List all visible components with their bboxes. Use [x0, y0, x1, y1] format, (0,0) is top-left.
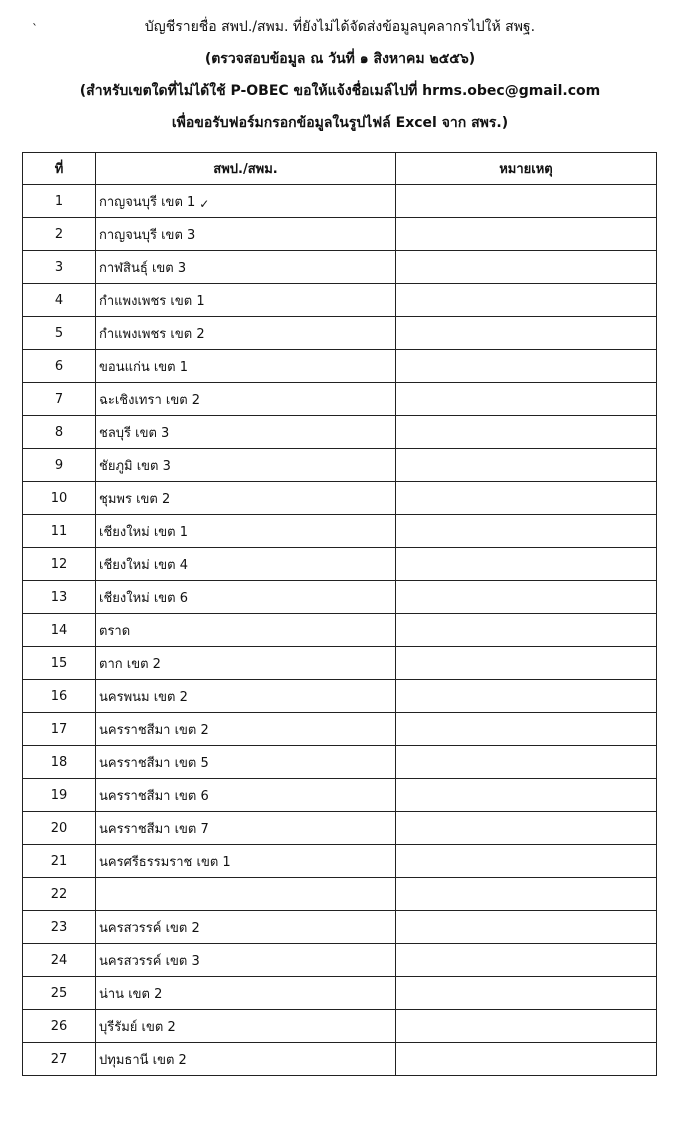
table-row	[23, 185, 657, 218]
area-name: กำแพงเพชร เขต 2	[99, 326, 205, 342]
area-name-cell	[96, 185, 396, 218]
table-row	[23, 284, 657, 317]
remark-cell	[396, 746, 657, 779]
area-name: ชุมพร เขต 2	[99, 491, 171, 507]
remark-cell	[396, 977, 657, 1010]
row-number: 17	[23, 713, 96, 746]
area-name: ปทุมธานี เขต 2	[99, 1052, 187, 1068]
area-name-cell	[96, 515, 396, 548]
row-number: 13	[23, 581, 96, 614]
area-name-cell	[96, 977, 396, 1010]
area-name-cell	[96, 317, 396, 350]
remark-cell	[396, 185, 657, 218]
area-name-cell	[96, 680, 396, 713]
remark-cell	[396, 911, 657, 944]
table-row	[23, 845, 657, 878]
row-number: 20	[23, 812, 96, 845]
remark-cell	[396, 878, 657, 911]
area-name-cell	[96, 878, 396, 911]
header-note: หมายเหตุ	[396, 153, 657, 185]
remark-cell	[396, 284, 657, 317]
row-number: 12	[23, 548, 96, 581]
remark-cell	[396, 383, 657, 416]
remark-cell	[396, 218, 657, 251]
table-row	[23, 977, 657, 1010]
area-name: นครราชสีมา เขต 5	[99, 755, 209, 771]
remark-cell	[396, 845, 657, 878]
row-number: 10	[23, 482, 96, 515]
remark-cell	[396, 812, 657, 845]
area-name: นครราชสีมา เขต 6	[99, 788, 209, 804]
area-name: ตราด	[99, 623, 131, 639]
table-row	[23, 218, 657, 251]
remark-cell	[396, 350, 657, 383]
area-name-cell	[96, 845, 396, 878]
remark-cell	[396, 548, 657, 581]
area-name: กำแพงเพชร เขต 1	[99, 293, 205, 309]
remark-cell	[396, 317, 657, 350]
area-name-cell	[96, 779, 396, 812]
area-name-cell	[96, 911, 396, 944]
table-header-row	[23, 153, 657, 185]
row-number: 3	[23, 251, 96, 284]
header-no: ที่	[23, 153, 96, 185]
table-row	[23, 713, 657, 746]
area-name-cell	[96, 383, 396, 416]
area-name: นครราชสีมา เขต 7	[99, 821, 209, 837]
row-number: 14	[23, 614, 96, 647]
table-row	[23, 812, 657, 845]
table-row	[23, 515, 657, 548]
table-row	[23, 581, 657, 614]
check-date: (ตรวจสอบข้อมูล ณ วันที่ ๑ สิงหาคม ๒๕๕๖)	[204, 51, 476, 67]
area-name: กาญจนบุรี เขต 3	[99, 227, 196, 243]
remark-cell	[396, 482, 657, 515]
table-body	[23, 185, 657, 1076]
row-number: 2	[23, 218, 96, 251]
area-name-cell	[96, 548, 396, 581]
document-title: บัญชีรายชื่อ สพป./สพม. ที่ยังไม่ได้จัดส่งข้อมูลบุคลากรไปให้ สพฐ.	[144, 19, 536, 35]
area-name: นครสวรรค์ เขต 2	[99, 920, 200, 936]
table-row	[23, 878, 657, 911]
table-row	[23, 1043, 657, 1076]
row-number: 8	[23, 416, 96, 449]
instruction-line-2: เพื่อขอรับฟอร์มกรอกข้อมูลในรูปไฟล์ Excel จาก สพร.)	[171, 115, 509, 131]
row-number: 6	[23, 350, 96, 383]
area-name-cell	[96, 581, 396, 614]
table-row	[23, 614, 657, 647]
table-row	[23, 383, 657, 416]
row-number: 7	[23, 383, 96, 416]
row-number: 21	[23, 845, 96, 878]
area-name: เชียงใหม่ เขต 6	[99, 590, 189, 606]
area-name: นครศรีธรรมราช เขต 1	[99, 854, 231, 870]
row-number: 16	[23, 680, 96, 713]
remark-cell	[396, 713, 657, 746]
table-row	[23, 911, 657, 944]
remark-cell	[396, 614, 657, 647]
area-name-cell	[96, 1010, 396, 1043]
row-number: 19	[23, 779, 96, 812]
area-name: กาญจนบุรี เขต 1	[99, 194, 196, 210]
table-row	[23, 647, 657, 680]
area-name: ขอนแก่น เขต 1	[99, 359, 189, 375]
table-row	[23, 317, 657, 350]
row-number: 5	[23, 317, 96, 350]
area-name: ชัยภูมิ เขต 3	[99, 458, 171, 474]
area-name-cell	[96, 350, 396, 383]
area-name-cell	[96, 251, 396, 284]
area-name: ฉะเชิงเทรา เขต 2	[99, 392, 201, 408]
area-name: นครราชสีมา เขต 2	[99, 722, 209, 738]
remark-cell	[396, 581, 657, 614]
area-name: กาฬสินธุ์ เขต 3	[99, 260, 187, 276]
instruction-line-1: (สำหรับเขตใดที่ไม่ได้ใช้ P-OBEC ขอให้แจ้งชื่อเมล์ไปที่ hrms.obec@gmail.com	[79, 83, 601, 99]
remark-cell	[396, 647, 657, 680]
remark-cell	[396, 1010, 657, 1043]
row-number: 18	[23, 746, 96, 779]
area-name-cell	[96, 218, 396, 251]
table-row	[23, 416, 657, 449]
row-number: 26	[23, 1010, 96, 1043]
area-name-cell	[96, 416, 396, 449]
area-name-cell	[96, 1043, 396, 1076]
remark-cell	[396, 515, 657, 548]
remark-cell	[396, 779, 657, 812]
table-row	[23, 680, 657, 713]
area-name: เชียงใหม่ เขต 1	[99, 524, 189, 540]
row-number: 15	[23, 647, 96, 680]
remark-cell	[396, 449, 657, 482]
handwritten-check-mark: ✓	[199, 196, 210, 211]
header-area: สพป./สพม.	[96, 153, 396, 185]
table-row	[23, 482, 657, 515]
area-name: นครพนม เขต 2	[99, 689, 188, 705]
area-name: ชลบุรี เขต 3	[99, 425, 170, 441]
area-name-cell	[96, 284, 396, 317]
row-number: 27	[23, 1043, 96, 1076]
area-name-cell	[96, 647, 396, 680]
area-name-cell	[96, 482, 396, 515]
area-name: ตาก เขต 2	[99, 656, 161, 672]
area-name: เชียงใหม่ เขต 4	[99, 557, 189, 573]
area-list-table	[22, 152, 657, 1076]
table-row	[23, 779, 657, 812]
row-number: 25	[23, 977, 96, 1010]
row-number: 11	[23, 515, 96, 548]
document-header	[0, 18, 680, 146]
remark-cell	[396, 944, 657, 977]
area-name-cell	[96, 713, 396, 746]
table-row	[23, 1010, 657, 1043]
area-name: บุรีรัมย์ เขต 2	[99, 1019, 176, 1035]
area-name-cell	[96, 812, 396, 845]
remark-cell	[396, 1043, 657, 1076]
area-name: น่าน เขต 2	[99, 986, 163, 1002]
table-row	[23, 251, 657, 284]
row-number: 23	[23, 911, 96, 944]
table-row	[23, 449, 657, 482]
row-number: 9	[23, 449, 96, 482]
row-number: 22	[23, 878, 96, 911]
area-name-cell	[96, 614, 396, 647]
row-number: 4	[23, 284, 96, 317]
row-number: 1	[23, 185, 96, 218]
area-name-cell	[96, 944, 396, 977]
area-name: นครสวรรค์ เขต 3	[99, 953, 200, 969]
area-name-cell	[96, 449, 396, 482]
remark-cell	[396, 680, 657, 713]
remark-cell	[396, 251, 657, 284]
table-row	[23, 944, 657, 977]
stray-mark: `	[32, 22, 38, 36]
table-row	[23, 548, 657, 581]
area-name-cell	[96, 746, 396, 779]
table-row	[23, 746, 657, 779]
table-row	[23, 350, 657, 383]
remark-cell	[396, 416, 657, 449]
row-number: 24	[23, 944, 96, 977]
